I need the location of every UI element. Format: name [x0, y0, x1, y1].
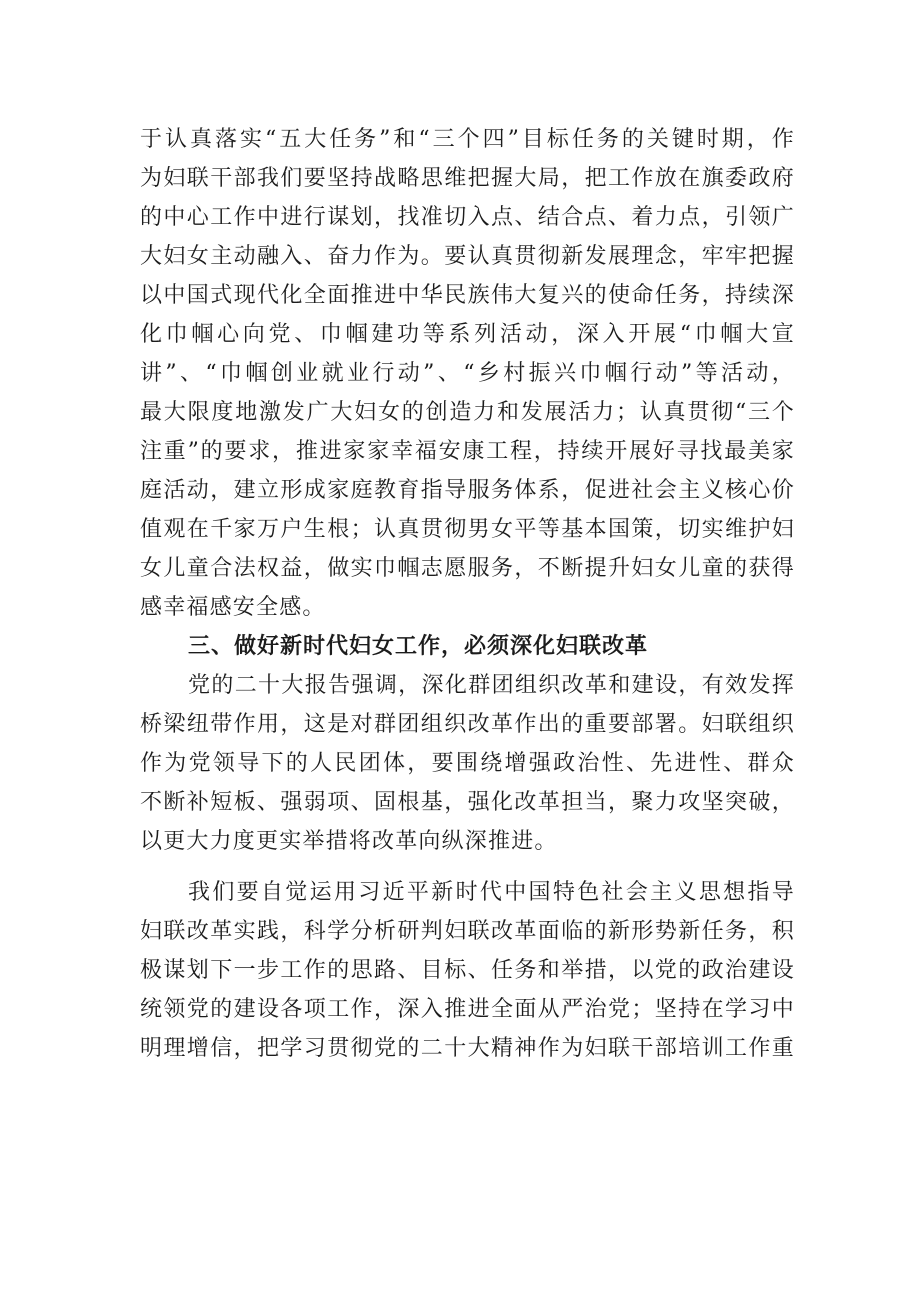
paragraph-3-line: 统领党的建设各项工作，深入推进全面从严治党；坚持在学习中	[140, 997, 795, 1022]
paragraph-1-line: 大妇女主动融入、奋力作为。要认真贯彻新发展理念，牢牢把握	[140, 244, 795, 269]
paragraph-1-line: 庭活动，建立形成家庭教育指导服务体系，促进社会主义核心价	[140, 478, 795, 503]
paragraph-2	[140, 666, 795, 861]
paragraph-spacer	[140, 861, 795, 873]
paragraph-1-line: 的中心工作中进行谋划，找准切入点、结合点、着力点，引领广	[140, 205, 795, 230]
paragraph-1-line: 值观在千家万户生根；认真贯彻男女平等基本国策，切实维护妇	[140, 517, 795, 542]
paragraph-1	[140, 120, 795, 627]
paragraph-1-line: 注重”的要求，推进家家幸福安康工程，持续开展好寻找最美家	[140, 439, 795, 464]
paragraph-2-line: 作为党领导下的人民团体，要围绕增强政治性、先进性、群众	[140, 751, 795, 776]
paragraph-2-line: 不断补短板、强弱项、固根基，强化改革担当，聚力攻坚突破，	[140, 790, 795, 815]
paragraph-3-line-first: 我们要自觉运用习近平新时代中国特色社会主义思想指导	[188, 880, 795, 905]
paragraph-1-line: 以中国式现代化全面推进中华民族伟大复兴的使命任务，持续深	[140, 283, 795, 308]
document-body	[140, 120, 795, 1068]
paragraph-2-line-first: 党的二十大报告强调，深化群团组织改革和建设，有效发挥	[188, 673, 795, 698]
paragraph-2-line-last: 以更大力度更实举措将改革向纵深推进。	[140, 829, 558, 854]
paragraph-1-line: 最大限度地激发广大妇女的创造力和发展活力；认真贯彻“三个	[140, 400, 795, 425]
paragraph-1-line: 为妇联干部我们要坚持战略思维把握大局，把工作放在旗委政府	[140, 166, 795, 191]
paragraph-3-line: 极谋划下一步工作的思路、目标、任务和举措，以党的政治建设	[140, 958, 795, 983]
paragraph-3-line: 妇联改革实践，科学分析研判妇联改革面临的新形势新任务，积	[140, 919, 795, 944]
paragraph-3	[140, 873, 795, 1068]
paragraph-1-line: 于认真落实“五大任务”和“三个四”目标任务的关键时期，作	[140, 127, 795, 152]
paragraph-2-line: 桥梁纽带作用，这是对群团组织改革作出的重要部署。妇联组织	[140, 712, 795, 737]
paragraph-1-line: 讲”、“巾帼创业就业行动”、“乡村振兴巾帼行动”等活动，	[140, 361, 795, 386]
paragraph-1-line: 化巾帼心向党、巾帼建功等系列活动，深入开展“巾帼大宣	[140, 322, 795, 347]
paragraph-3-line: 明理增信，把学习贯彻党的二十大精神作为妇联干部培训工作重	[140, 1036, 795, 1061]
section-heading-3: 三、做好新时代妇女工作，必须深化妇联改革	[188, 634, 649, 659]
paragraph-1-line-last: 感幸福感安全感。	[140, 595, 326, 620]
paragraph-1-line: 女儿童合法权益，做实巾帼志愿服务，不断提升妇女儿童的获得	[140, 556, 795, 581]
